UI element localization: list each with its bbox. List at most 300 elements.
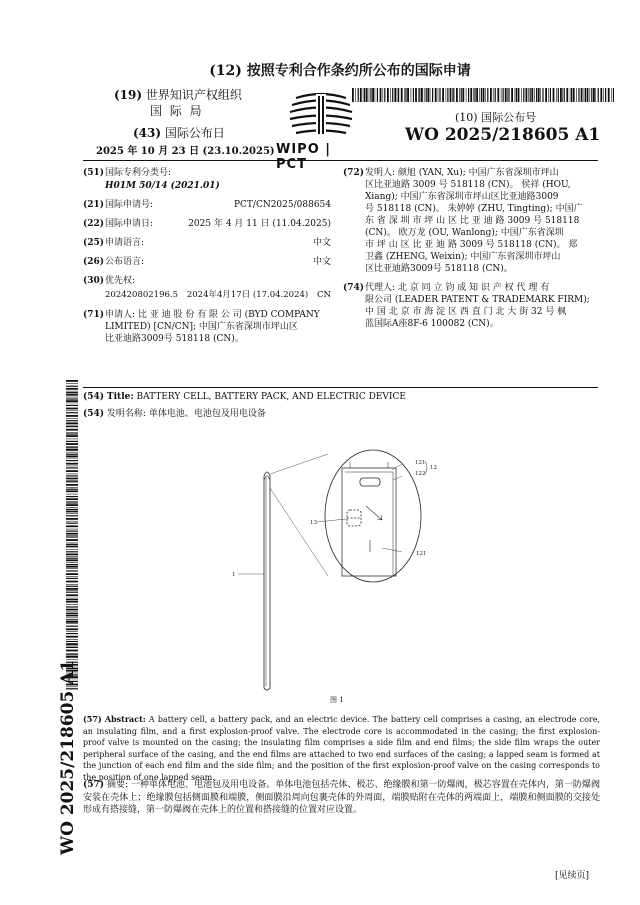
inventor-line: Xiang); 中国广东省深圳市坪山区比亚迪路3009	[365, 192, 559, 202]
barcode-bar	[398, 88, 399, 102]
barcode-bar	[66, 654, 78, 655]
figure-caption: 图 1	[330, 696, 344, 704]
figure-drawing	[230, 448, 450, 698]
inventor-line: 区比亚迪路3009号 518118 (CN)。	[365, 264, 513, 274]
agent-line: 中 国 北 京 市 海 淀 区 西 直 门 北 大 街 32 号 枫	[365, 307, 567, 317]
barcode-bar	[66, 383, 78, 384]
barcode-bar	[421, 88, 423, 102]
priority-number: 202420802196.5	[105, 290, 179, 300]
label-121-bottom: 121	[416, 551, 427, 557]
barcode-bar	[66, 636, 78, 638]
barcode-bar	[468, 88, 469, 102]
barcode-bar	[377, 88, 378, 102]
barcode-bar	[66, 411, 78, 412]
barcode-bar	[538, 88, 540, 102]
barcode-bar	[66, 412, 78, 413]
document-type-heading: (12) 按照专利合作条约所公布的国际申请	[209, 63, 471, 79]
field-code: (22)	[83, 219, 105, 229]
inventor-line: 市 坪 山 区 比 亚 迪 路 3009 号 518118 (CN)。 郑	[365, 240, 578, 250]
barcode-bar	[66, 446, 78, 447]
side-publication-number: WO 2025/218605 A1	[58, 659, 78, 855]
barcode-bar	[66, 562, 78, 563]
barcode-bar	[66, 439, 78, 440]
barcode-bar	[66, 570, 78, 571]
barcode-bar	[453, 88, 454, 102]
barcode-bar	[66, 398, 78, 399]
barcode-bar	[426, 88, 427, 102]
barcode-bar	[66, 441, 78, 442]
barcode-bar	[411, 88, 412, 102]
barcode-bar	[613, 88, 614, 102]
barcode-bar	[66, 481, 78, 482]
barcode-bar	[66, 566, 78, 568]
label-1: 1	[232, 572, 236, 578]
barcode-bar	[66, 599, 78, 600]
barcode-bar	[66, 511, 78, 513]
barcode-bar	[66, 576, 78, 577]
wipo-logo-text: WIPO | PCT	[276, 142, 332, 172]
org-name-text: 世界知识产权组织	[145, 88, 242, 102]
barcode-bar	[66, 641, 78, 642]
field-code: (74)	[343, 283, 365, 293]
barcode-bar	[66, 429, 78, 431]
barcode-bar	[372, 88, 374, 102]
barcode-bar	[415, 88, 417, 102]
barcode-bar	[384, 88, 385, 102]
barcode-bar	[66, 422, 78, 424]
barcode-bar	[470, 88, 472, 102]
abstract-en-code: (57)	[83, 714, 102, 724]
field-filing-date	[83, 218, 331, 230]
barcode-bar	[405, 88, 406, 102]
barcode-bar	[66, 558, 78, 559]
barcode-bar	[598, 88, 599, 102]
title-en-value: BATTERY CELL, BATTERY PACK, AND ELECTRIC DEVICE	[136, 392, 406, 402]
organization-name	[114, 86, 242, 103]
ipc-value: H01M 50/14 (2021.01)	[105, 181, 220, 191]
barcode-bar	[66, 643, 78, 645]
barcode-bar	[66, 606, 78, 607]
priority-date: 2024年4月17日 (17.04.2024)	[186, 290, 309, 300]
barcode-bar	[66, 507, 78, 508]
continued-marker: [见续页]	[555, 871, 590, 881]
barcode-bar	[66, 432, 78, 433]
bibliographic-fields-right	[343, 167, 598, 330]
field-inventors	[343, 167, 598, 275]
barcode-bar	[474, 88, 475, 102]
barcode-bar	[397, 88, 398, 102]
barcode-bar	[66, 604, 78, 605]
barcode-bar	[66, 521, 78, 522]
barcode-bar	[66, 475, 78, 476]
barcode-bar	[66, 392, 78, 393]
barcode-bar	[490, 88, 492, 102]
barcode-bar	[66, 509, 78, 510]
publication-date-value: 2025 年 10 月 23 日 (23.10.2025)	[96, 146, 275, 157]
barcode-bar	[571, 88, 572, 102]
inventor-line: 区比亚迪路 3009 号 518118 (CN)。 侯祥 (HOU,	[365, 180, 571, 190]
inventor-line: 发明人: 颜旭 (YAN, Xu); 中国广东省深圳市坪山	[365, 168, 559, 178]
barcode-bar	[66, 601, 78, 603]
barcode-bar	[66, 447, 78, 448]
barcode-bar	[66, 386, 78, 387]
field-value: 2025 年 4 月 11 日 (11.04.2025)	[188, 219, 331, 229]
barcode-bar	[578, 88, 579, 102]
barcode-bar	[66, 466, 78, 467]
barcode-bar	[66, 646, 78, 647]
barcode-bar	[430, 88, 431, 102]
barcode-bar	[581, 88, 583, 102]
barcode-bar	[605, 88, 606, 102]
barcode-bar	[473, 88, 474, 102]
barcode-bar	[600, 88, 602, 102]
barcode-bar	[503, 88, 504, 102]
barcode-bar	[66, 523, 78, 524]
barcode-bar	[558, 88, 559, 102]
barcode-bar	[66, 533, 78, 535]
field-value: 中文	[312, 257, 331, 267]
barcode-bar	[518, 88, 520, 102]
barcode-bar	[442, 88, 444, 102]
barcode-bar	[66, 403, 78, 404]
barcode-bar	[66, 388, 78, 390]
barcode-bar	[66, 470, 78, 472]
barcode-bar	[66, 588, 78, 590]
barcode-bar	[66, 594, 78, 596]
office-name: 国 际 局	[150, 104, 204, 118]
barcode-bar	[66, 501, 78, 502]
barcode-bar	[66, 494, 78, 495]
field-code: (21)	[83, 200, 105, 210]
priority-entry	[83, 289, 331, 301]
barcode-bar	[66, 598, 78, 599]
field-ipc	[83, 167, 331, 179]
barcode-bar	[66, 656, 78, 658]
top-barcode	[352, 88, 614, 102]
barcode-bar	[446, 88, 447, 102]
inventors-text	[365, 167, 583, 275]
barcode-bar	[66, 408, 78, 410]
barcode-bar	[511, 88, 513, 102]
barcode-bar	[66, 467, 78, 468]
barcode-bar	[523, 88, 524, 102]
barcode-bar	[66, 394, 78, 396]
barcode-bar	[66, 435, 78, 437]
barcode-bar	[380, 88, 382, 102]
barcode-bar	[66, 449, 78, 451]
barcode-bar	[66, 400, 78, 402]
barcode-bar	[66, 487, 78, 488]
barcode-bar	[66, 578, 78, 579]
barcode-bar	[66, 544, 78, 545]
barcode-bar	[587, 88, 589, 102]
barcode-bar	[548, 88, 549, 102]
barcode-bar	[66, 498, 78, 500]
applicant-text	[105, 309, 320, 345]
barcode-bar	[66, 626, 78, 627]
barcode-bar	[66, 460, 78, 461]
barcode-bar	[66, 633, 78, 634]
barcode-bar	[66, 513, 78, 514]
barcode-bar	[66, 609, 78, 611]
barcode-bar	[590, 88, 591, 102]
barcode-bar	[66, 525, 78, 527]
field-code: (51)	[83, 168, 105, 178]
pubdate-code: (43)	[133, 126, 162, 140]
barcode-bar	[66, 546, 78, 548]
barcode-bar	[66, 496, 78, 497]
publication-number: WO 2025/218605 A1	[405, 125, 601, 145]
barcode-bar	[66, 484, 78, 486]
barcode-bar	[435, 88, 437, 102]
barcode-bar	[531, 88, 533, 102]
field-code: (26)	[83, 257, 105, 267]
barcode-bar	[390, 88, 391, 102]
barcode-bar	[66, 489, 78, 490]
barcode-bar	[369, 88, 370, 102]
barcode-bar	[66, 628, 78, 630]
barcode-bar	[66, 573, 78, 575]
barcode-bar	[66, 584, 78, 585]
barcode-bar	[466, 88, 467, 102]
barcode-bar	[562, 88, 563, 102]
barcode-bar	[404, 88, 405, 102]
barcode-bar	[66, 433, 78, 434]
barcode-bar	[66, 490, 78, 492]
title-english	[83, 391, 598, 403]
title-zh-code: (54)	[83, 409, 105, 419]
barcode-bar	[507, 88, 508, 102]
barcode-bar	[447, 88, 448, 102]
barcode-bar	[66, 539, 78, 541]
barcode-bar	[66, 551, 78, 552]
barcode-bar	[501, 88, 502, 102]
barcode-bar	[66, 653, 78, 654]
barcode-bar	[66, 426, 78, 427]
barcode-bar	[459, 88, 460, 102]
barcode-bar	[66, 543, 78, 544]
barcode-bar	[540, 88, 541, 102]
barcode-bar	[66, 568, 78, 569]
agent-text	[365, 282, 590, 330]
publication-date-label	[133, 124, 225, 141]
barcode-bar	[66, 405, 78, 406]
barcode-bar	[424, 88, 425, 102]
field-label: 国际申请日:	[105, 219, 154, 229]
barcode-bar	[66, 391, 78, 392]
barcode-bar	[387, 88, 389, 102]
title-en-label: Title:	[106, 392, 134, 402]
barcode-bar	[456, 88, 458, 102]
org-code: (19)	[114, 88, 143, 102]
barcode-bar	[536, 88, 537, 102]
agent-line: 代理人: 北 京 同 立 钧 成 知 识 产 权 代 理 有	[365, 283, 550, 293]
barcode-bar	[493, 88, 494, 102]
inventor-line: (CN)。 欧万龙 (OU, Wanlong); 中国广东省深圳	[365, 228, 564, 238]
barcode-bar	[66, 564, 78, 565]
barcode-bar	[66, 613, 78, 614]
barcode-bar	[66, 418, 78, 419]
barcode-bar	[611, 88, 612, 102]
field-agent	[343, 282, 598, 330]
priority-country: CN	[317, 290, 331, 300]
title-en-code: (54)	[83, 392, 105, 402]
barcode-bar	[591, 88, 592, 102]
title-zh-value: 单体电池、电池包及用电设备	[148, 409, 266, 419]
abstract-zh-text: 一种单体电池、电池包及用电设备。单体电池包括壳体、极芯、绝缘膜和第一防爆阀，极芯容置在壳体内，第一防爆阀安装在壳体上；绝缘膜包括侧面膜和端膜，侧面膜沿周向包裹壳体的外周面，端膜贴附在壳体的两端面上，端膜和侧面膜的交接处形成有搭接缝，第一防爆阀在壳体上的位置和搭接缝的位置对应设置。	[83, 780, 600, 815]
barcode-bar	[66, 518, 78, 520]
barcode-bar	[66, 474, 78, 475]
publication-number-label: (10) 国际公布号	[455, 111, 537, 124]
field-label: 优先权:	[105, 276, 136, 286]
field-applicant	[83, 309, 331, 345]
barcode-bar	[66, 535, 78, 536]
barcode-bar	[66, 592, 78, 593]
barcode-bar	[66, 504, 78, 506]
applicant-line: 申请人: 比 亚 迪 股 份 有 限 公 司 (BYD COMPANY	[105, 310, 320, 320]
barcode-bar	[570, 88, 571, 102]
barcode-bar	[66, 536, 78, 537]
barcode-bar	[556, 88, 557, 102]
barcode-bar	[573, 88, 575, 102]
title-chinese	[83, 408, 598, 420]
barcode-bar	[505, 88, 507, 102]
abstract-en-text: A battery cell, a battery pack, and an electric device. The battery cell comprises a casing, an electrode core, an insulating film, and a first explosion-proof valve. The electrode core is accommodated in the casing; the first explosion-proof valve is mounted on the casing; the insulating film comprises a side film and end films; the side film wraps the outer peripheral surface of the casing, and the end films are attached to two end surfaces of the casing; a lapped seam is formed at the junction of each end film and the side film; and the position of the first explosion-proof valve on the casing corresponds to the position of one lapped seam.	[83, 715, 600, 782]
field-label: 申请语言:	[105, 238, 145, 248]
field-value: 中文	[312, 238, 331, 248]
label-13: 13	[310, 520, 317, 526]
barcode-bar	[66, 515, 78, 516]
side-barcode	[66, 380, 78, 690]
bibliographic-fields-left	[83, 167, 331, 345]
abstract-en-label: Abstract:	[104, 714, 146, 724]
field-label: 国际申请号:	[105, 200, 154, 210]
label-121-top: 121	[415, 460, 426, 466]
barcode-bar	[462, 88, 464, 102]
barcode-bar	[432, 88, 433, 102]
field-value: PCT/CN2025/088654	[233, 200, 331, 210]
field-label: 公布语言:	[105, 257, 145, 267]
barcode-bar	[450, 88, 452, 102]
barcode-bar	[66, 502, 78, 503]
field-code: (30)	[83, 276, 105, 286]
barcode-bar	[413, 88, 414, 102]
barcode-bar	[528, 88, 529, 102]
barcode-bar	[66, 621, 78, 623]
barcode-bar	[593, 88, 595, 102]
field-label: 国际专利分类号:	[105, 168, 172, 178]
barcode-bar	[66, 581, 78, 583]
agent-line: 蓝国际A座8F-6 100082 (CN)。	[365, 319, 499, 329]
barcode-bar	[483, 88, 485, 102]
barcode-bar	[394, 88, 396, 102]
barcode-bar	[66, 586, 78, 587]
barcode-bar	[476, 88, 478, 102]
barcode-bar	[560, 88, 562, 102]
barcode-bar	[508, 88, 509, 102]
barcode-bar	[66, 458, 78, 459]
barcode-bar	[461, 88, 462, 102]
barcode-bar	[66, 615, 78, 617]
inventor-line: 卫鑫 (ZHENG, Weixin); 中国广东省深圳市坪山	[365, 252, 561, 262]
barcode-bar	[497, 88, 499, 102]
barcode-bar	[66, 556, 78, 557]
barcode-bar	[481, 88, 482, 102]
barcode-bar	[366, 88, 368, 102]
barcode-bar	[66, 650, 78, 652]
inventor-line: 号 518118 (CN)。 朱婷婷 (ZHU, Tingting); 中国广	[365, 204, 583, 214]
barcode-bar	[595, 88, 596, 102]
barcode-bar	[418, 88, 419, 102]
barcode-bar	[66, 549, 78, 550]
barcode-bar	[566, 88, 568, 102]
barcode-bar	[66, 420, 78, 421]
field-code: (71)	[83, 310, 105, 320]
barcode-bar	[485, 88, 486, 102]
barcode-bar	[66, 619, 78, 620]
barcode-bar	[603, 88, 604, 102]
barcode-bar	[401, 88, 403, 102]
barcode-bar	[526, 88, 528, 102]
barcode-bar	[66, 639, 78, 640]
barcode-bar	[545, 88, 547, 102]
barcode-bar	[550, 88, 551, 102]
label-12: 12	[430, 465, 437, 471]
field-code: (72)	[343, 168, 365, 178]
barcode-bar	[438, 88, 439, 102]
barcode-bar	[521, 88, 522, 102]
barcode-bar	[66, 612, 78, 613]
barcode-bar	[515, 88, 516, 102]
barcode-bar	[66, 529, 78, 530]
barcode-bar	[375, 88, 376, 102]
barcode-bar	[66, 425, 78, 426]
barcode-bar	[584, 88, 585, 102]
barcode-bar	[66, 397, 78, 398]
barcode-bar	[66, 618, 78, 619]
pubdate-label-text: 国际公布日	[164, 126, 225, 140]
barcode-bar	[530, 88, 531, 102]
field-priority	[83, 275, 331, 287]
field-publication-language	[83, 256, 331, 268]
barcode-bar	[608, 88, 610, 102]
barcode-bar	[564, 88, 565, 102]
agent-line: 限公司 (LEADER PATENT & TRADEMARK FIRM);	[365, 295, 590, 305]
abstract-chinese	[83, 779, 600, 817]
applicant-line: 比亚迪路3009号 518118 (CN)。	[105, 334, 244, 344]
barcode-bar	[66, 554, 78, 556]
barcode-bar	[439, 88, 440, 102]
barcode-bar	[407, 88, 409, 102]
barcode-bar	[576, 88, 577, 102]
barcode-bar	[66, 631, 78, 632]
abstract-zh-label: 摘要:	[106, 780, 129, 790]
barcode-bar	[419, 88, 420, 102]
barcode-bar	[487, 88, 488, 102]
applicant-line: LIMITED) [CN/CN]; 中国广东省深圳市坪山区	[105, 322, 298, 332]
barcode-bar	[66, 463, 78, 465]
barcode-bar	[553, 88, 555, 102]
barcode-bar	[66, 531, 78, 532]
barcode-bar	[516, 88, 517, 102]
title-zh-label: 发明名称:	[106, 409, 146, 419]
barcode-bar	[427, 88, 429, 102]
barcode-bar	[585, 88, 586, 102]
abstract-english	[83, 714, 600, 783]
barcode-bar	[66, 623, 78, 624]
barcode-bar	[66, 443, 78, 445]
label-122: 122	[415, 471, 426, 477]
